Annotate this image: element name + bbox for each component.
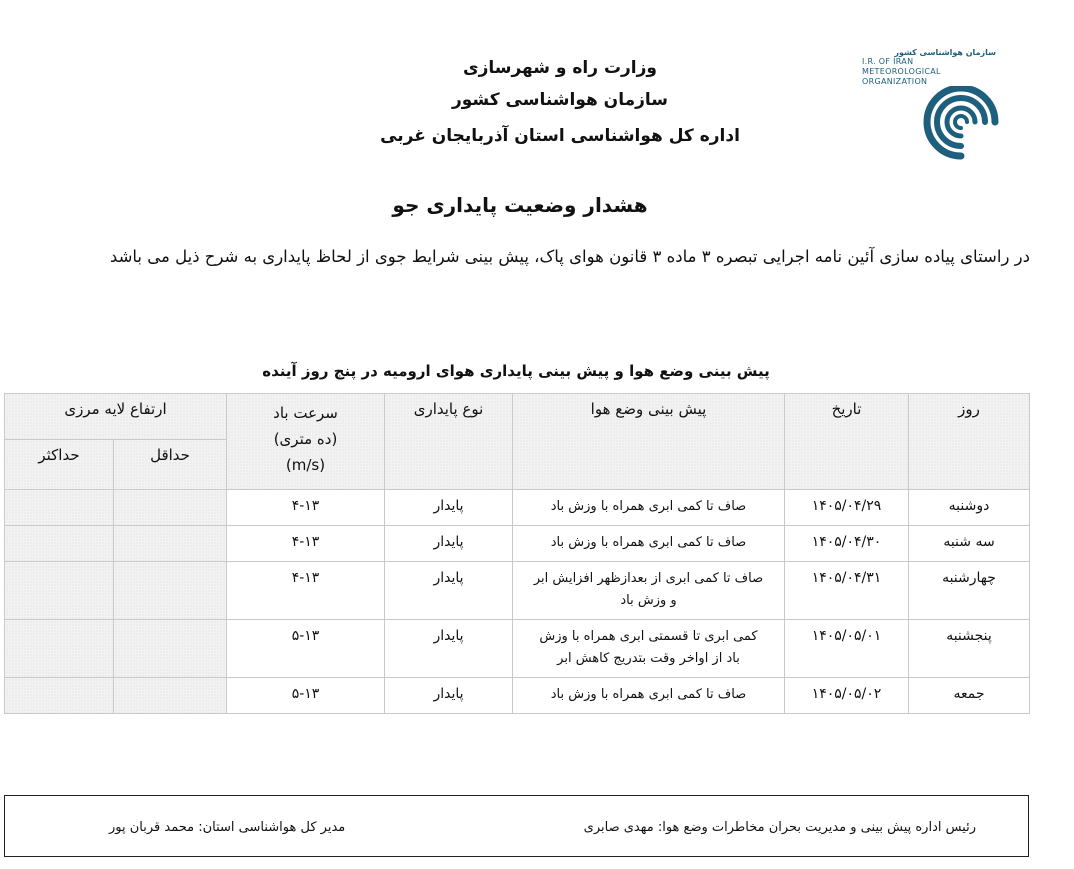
logo-persian-name: سازمان هواشناسی کشور bbox=[894, 48, 996, 57]
forecast-table bbox=[4, 393, 1030, 714]
logo-english-line1: I.R. OF IRAN bbox=[862, 57, 914, 66]
header-max: حداکثر bbox=[5, 440, 114, 490]
cell-wind: ۴-۱۳ bbox=[227, 490, 385, 526]
cell-max bbox=[5, 526, 114, 562]
header-mixing-height: ارتفاع لایه مرزی bbox=[5, 394, 227, 440]
cell-forecast: صاف تا کمی ابری از بعدازظهر افزایش ابر و وزش باد bbox=[513, 562, 785, 620]
table-row bbox=[5, 526, 1030, 562]
cell-date: ۱۴۰۵/۰۵/۰۲ bbox=[785, 678, 909, 714]
logo-text bbox=[858, 48, 1008, 87]
department-name: اداره کل هواشناسی استان آذربایجان غربی bbox=[380, 126, 740, 146]
header-forecast: پیش بینی وضع هوا bbox=[513, 394, 785, 490]
cell-date: ۱۴۰۵/۰۵/۰۱ bbox=[785, 620, 909, 678]
intro-paragraph: در راستای پیاده سازی آئین نامه اجرایی تبصره ۳ ماده ۳ قانون هوای پاک، پیش بینی شرایط جوی از لحاظ پایداری به شرح ذیل می باشد bbox=[109, 247, 1030, 266]
cell-max bbox=[5, 562, 114, 620]
table-row bbox=[5, 490, 1030, 526]
cell-stability: پایدار bbox=[385, 620, 513, 678]
cell-date: ۱۴۰۵/۰۴/۲۹ bbox=[785, 490, 909, 526]
cell-min bbox=[114, 678, 227, 714]
cell-wind: ۵-۱۳ bbox=[227, 620, 385, 678]
header-wind-speed bbox=[227, 394, 385, 490]
table-caption: پیش بینی وضع هوا و پیش بینی پایداری هوای ارومیه در پنج روز آینده bbox=[262, 362, 770, 380]
logo-english-line3: ORGANIZATION bbox=[862, 77, 928, 86]
document-title: هشدار وضعیت پایداری جو bbox=[392, 193, 648, 217]
table-row bbox=[5, 620, 1030, 678]
cell-max bbox=[5, 490, 114, 526]
cell-min bbox=[114, 620, 227, 678]
table-row bbox=[5, 678, 1030, 714]
cell-date: ۱۴۰۵/۰۴/۳۱ bbox=[785, 562, 909, 620]
header-stability: نوع پایداری bbox=[385, 394, 513, 490]
cell-max bbox=[5, 620, 114, 678]
organization-logo bbox=[858, 48, 1008, 160]
header-min: حداقل bbox=[114, 440, 227, 490]
organization-name: سازمان هواشناسی کشور bbox=[451, 90, 668, 110]
cell-forecast: صاف تا کمی ابری همراه با وزش باد bbox=[513, 526, 785, 562]
cell-wind: ۴-۱۳ bbox=[227, 526, 385, 562]
cell-stability: پایدار bbox=[385, 490, 513, 526]
spiral-emblem-icon bbox=[920, 86, 1002, 160]
cell-date: ۱۴۰۵/۰۴/۳۰ bbox=[785, 526, 909, 562]
header-wind-line2: (ده متری) bbox=[273, 430, 338, 448]
director-general-signature: مدیر کل هواشناسی استان: محمد قربان پور bbox=[109, 820, 346, 835]
cell-stability: پایدار bbox=[385, 678, 513, 714]
cell-min bbox=[114, 490, 227, 526]
cell-min bbox=[114, 562, 227, 620]
cell-day: دوشنبه bbox=[909, 490, 1030, 526]
cell-wind: ۵-۱۳ bbox=[227, 678, 385, 714]
header-wind-line3: (m/s) bbox=[285, 456, 326, 474]
header-date: تاریخ bbox=[785, 394, 909, 490]
cell-day: چهارشنبه bbox=[909, 562, 1030, 620]
cell-stability: پایدار bbox=[385, 562, 513, 620]
cell-stability: پایدار bbox=[385, 526, 513, 562]
ministry-name: وزارت راه و شهرسازی bbox=[462, 58, 657, 78]
cell-forecast: صاف تا کمی ابری همراه با وزش باد bbox=[513, 490, 785, 526]
cell-max bbox=[5, 678, 114, 714]
logo-english-line2: METEOROLOGICAL bbox=[862, 67, 941, 76]
cell-forecast: کمی ابری تا قسمتی ابری همراه با وزش باد از اواخر وقت بتدریج کاهش ابر bbox=[513, 620, 785, 678]
cell-min bbox=[114, 526, 227, 562]
cell-wind: ۴-۱۳ bbox=[227, 562, 385, 620]
cell-day: سه شنبه bbox=[909, 526, 1030, 562]
signature-box bbox=[4, 795, 1029, 857]
header-day: روز bbox=[909, 394, 1030, 490]
cell-day: جمعه bbox=[909, 678, 1030, 714]
cell-forecast: صاف تا کمی ابری همراه با وزش باد bbox=[513, 678, 785, 714]
table-row bbox=[5, 562, 1030, 620]
forecast-head-signature: رئیس اداره پیش بینی و مدیریت بحران مخاطرات وضع هوا: مهدی صابری bbox=[583, 820, 976, 835]
cell-day: پنجشنبه bbox=[909, 620, 1030, 678]
header-wind-line1: سرعت باد bbox=[273, 404, 338, 422]
